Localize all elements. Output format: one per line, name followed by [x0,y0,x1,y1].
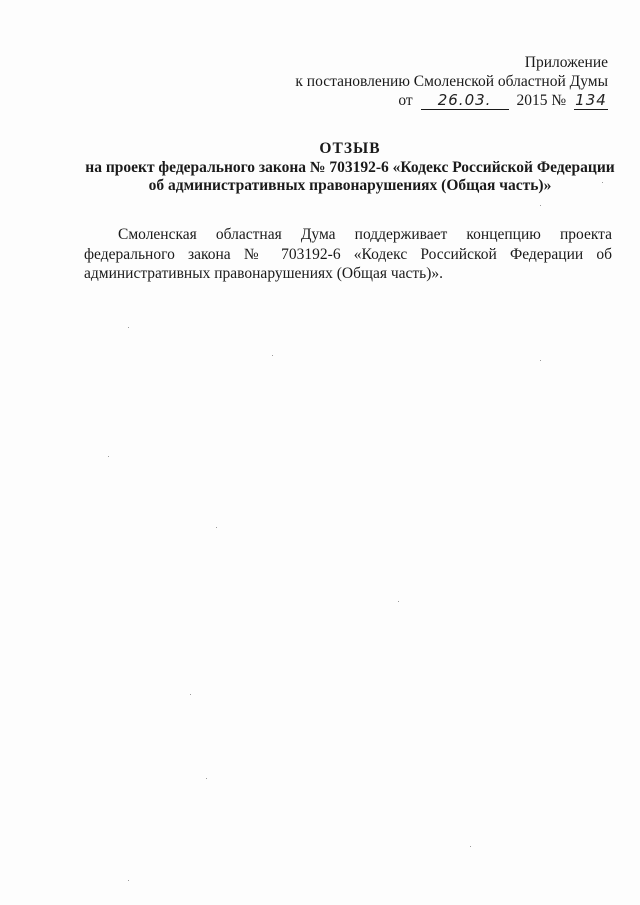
appendix-header [295,53,608,110]
scan-speck [272,355,273,356]
scan-speck [206,778,207,779]
body-line-3: административных правонарушениях (Общая часть)». [84,265,444,282]
body-paragraph [84,225,612,284]
appendix-date-row [295,91,608,110]
scan-speck [216,527,217,528]
appendix-label: Приложение [524,54,608,71]
title-line-3: об административных правонарушениях (Общая часть)» [148,177,552,194]
handwritten-number: 134 [575,91,607,109]
scan-speck [470,846,471,847]
body-line-2: федерального закона № 703192-6 «Кодекс Российской Федерации об [84,245,612,263]
scan-speck [128,327,129,328]
title-main: ОТЗЫВ [319,140,381,157]
scan-speck [398,601,399,602]
from-label: от [398,92,413,109]
year-label: 2015 № [516,92,567,109]
scan-speck [128,880,129,881]
scan-speck [540,205,541,206]
scan-speck [190,694,191,695]
document-title [70,140,630,195]
scan-speck [540,360,541,361]
handwritten-date: 26.03. [421,92,509,110]
appendix-resolution: к постановлению Смоленской областной Думы [295,73,608,90]
title-line-2: на проект федерального закона № 703192-6 «Кодекс Российской Федерации [85,159,615,176]
scan-speck [108,456,109,457]
body-line-1: Смоленская областная Дума поддерживает концепцию проекта [118,226,612,243]
scan-speck [602,182,603,183]
